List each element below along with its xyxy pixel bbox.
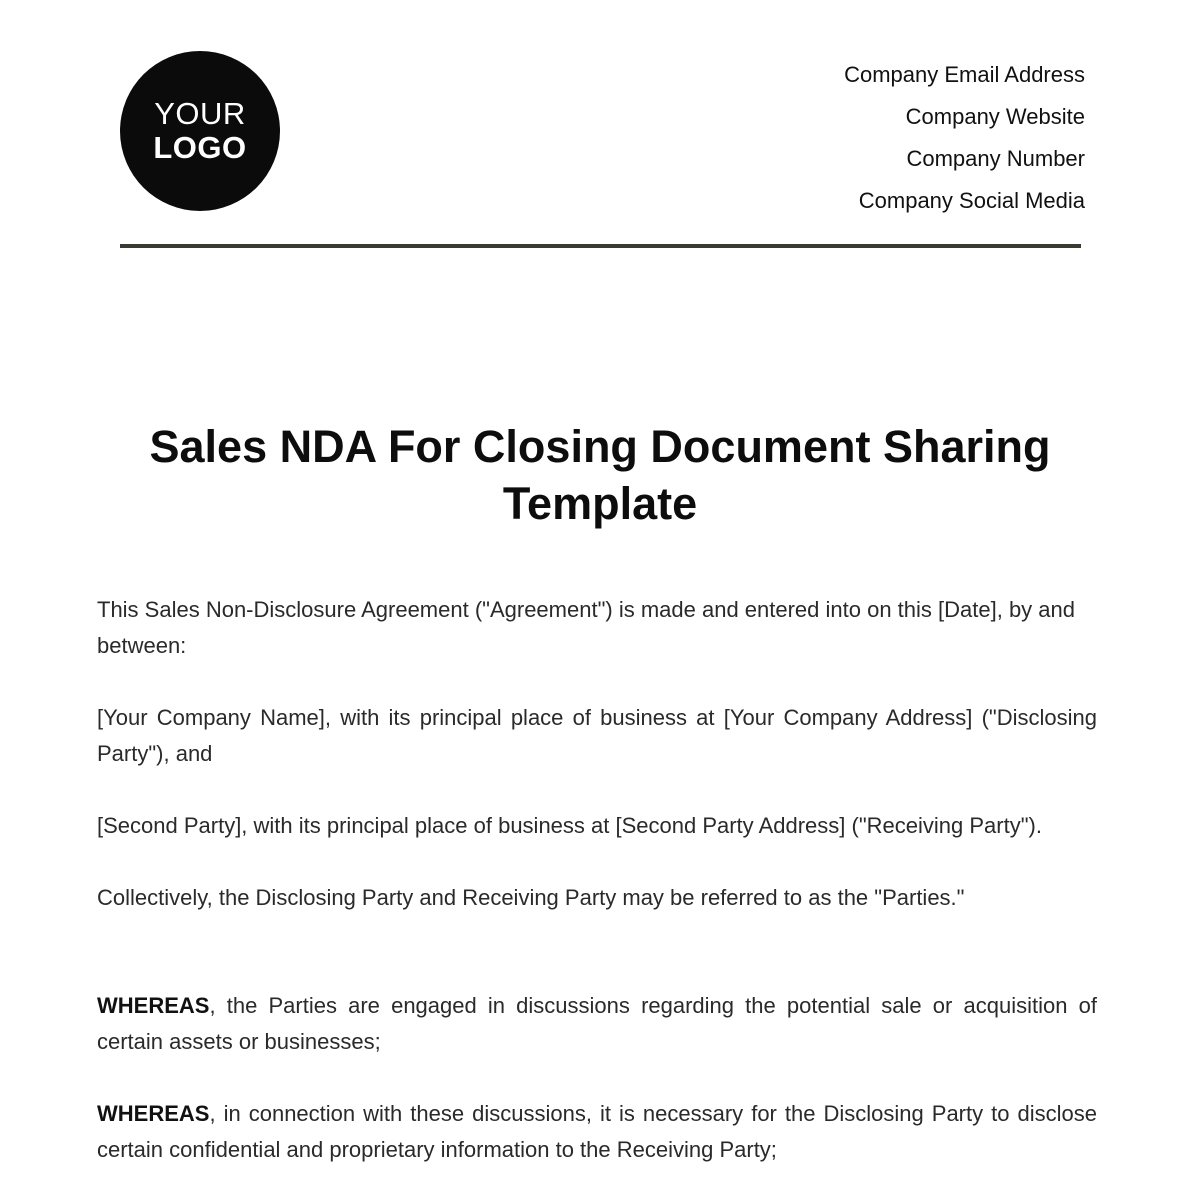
company-contact-block [844, 54, 1085, 222]
disclosing-party-paragraph: [Your Company Name], with its principal place of business at [Your Company Address] ("Disclosing Party"), and [97, 705, 1097, 766]
whereas-text: , in connection with these discussions, it is necessary for the Disclosing Party to disclose certain confidential and proprietary information to the Receiving Party; [97, 1101, 1097, 1162]
whereas-paragraph-2 [97, 1096, 1097, 1168]
company-website: Company Website [905, 104, 1085, 129]
company-social-media: Company Social Media [858, 188, 1085, 213]
logo-text-logo: LOGO [153, 130, 247, 165]
document-body [97, 592, 1097, 1204]
intro-paragraph: This Sales Non-Disclosure Agreement ("Agreement") is made and entered into on this [Date], by and between: [97, 597, 1076, 658]
logo-text-your: YOUR [154, 96, 246, 131]
collectively-paragraph: Collectively, the Disclosing Party and Receiving Party may be referred to as the "Parties." [97, 885, 965, 910]
receiving-party-paragraph: [Second Party], with its principal place of business at [Second Party Address] ("Receiving Party"). [97, 813, 1042, 838]
company-logo [120, 51, 280, 211]
company-email: Company Email Address [844, 62, 1085, 87]
header-divider [120, 244, 1081, 248]
company-number: Company Number [906, 146, 1085, 171]
whereas-keyword: WHEREAS [97, 1101, 210, 1126]
whereas-paragraph-1 [97, 988, 1097, 1060]
whereas-text: , the Parties are engaged in discussions regarding the potential sale or acquisition of certain assets or businesses; [97, 993, 1097, 1054]
document-title: Sales NDA For Closing Document Sharing Template [149, 421, 1051, 529]
whereas-keyword: WHEREAS [97, 993, 210, 1018]
